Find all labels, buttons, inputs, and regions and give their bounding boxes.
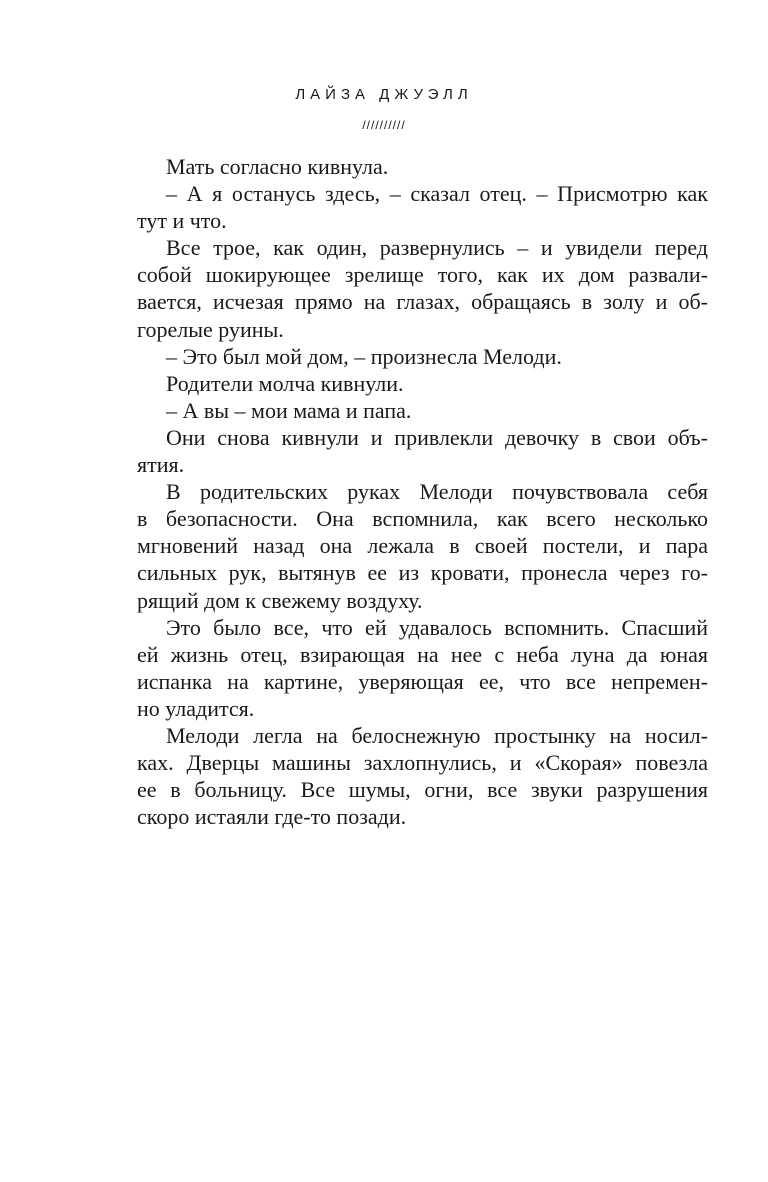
text-line: Мелоди легла на белоснежную простынку на носил- [166, 722, 708, 748]
text-line: – А я останусь здесь, – сказал отец. – Присмотрю как [166, 181, 708, 207]
body-text [137, 153, 708, 830]
running-head-author: ЛАЙЗА ДЖУЭЛЛ [295, 86, 473, 103]
text-line: ятия. [137, 452, 185, 478]
text-line: вается, исчезая прямо на глазах, обращаясь в золу и об- [137, 289, 708, 315]
text-line: Родители молча кивнули. [166, 370, 404, 396]
text-line: В родительских руках Мелоди почувствовала себя [166, 479, 708, 505]
text-line: в безопасности. Она вспомнила, как всего несколько [137, 506, 708, 532]
text-line: ей жизнь отец, взирающая на нее с неба луна да юная [137, 641, 708, 667]
text-line: скоро истаяли где-то позади. [137, 804, 407, 830]
text-line: сильных рук, вытянув ее из кровати, пронесла через го- [137, 560, 708, 586]
ornament-divider: ////////// [362, 118, 406, 132]
text-line: горелые руины. [137, 316, 284, 342]
text-line: рящий дом к свежему воздуху. [137, 587, 423, 613]
text-line: но уладится. [137, 695, 255, 721]
text-line: Мать согласно кивнула. [166, 154, 389, 179]
text-line: – А вы – мои мама и папа. [166, 397, 412, 423]
text-line: тут и что. [137, 208, 227, 234]
text-line: ее в больницу. Все шумы, огни, все звуки разрушения [137, 777, 708, 803]
text-line: Они снова кивнули и привлекли девочку в свои объ- [166, 424, 708, 450]
text-line: Это было все, что ей удавалось вспомнить. Спасший [166, 614, 708, 640]
text-line: – Это был мой дом, – произнесла Мелоди. [166, 343, 562, 369]
text-line: мгновений назад она лежала в своей постели, и пара [137, 533, 708, 559]
text-line: испанка на картине, уверяющая ее, что все непремен- [137, 668, 708, 694]
text-line: ках. Дверцы машины захлопнулись, и «Скорая» повезла [137, 750, 708, 776]
text-line: Все трое, как один, развернулись – и увидели перед [166, 235, 708, 261]
text-line: собой шокирующее зрелище того, как их дом развали- [137, 262, 708, 288]
